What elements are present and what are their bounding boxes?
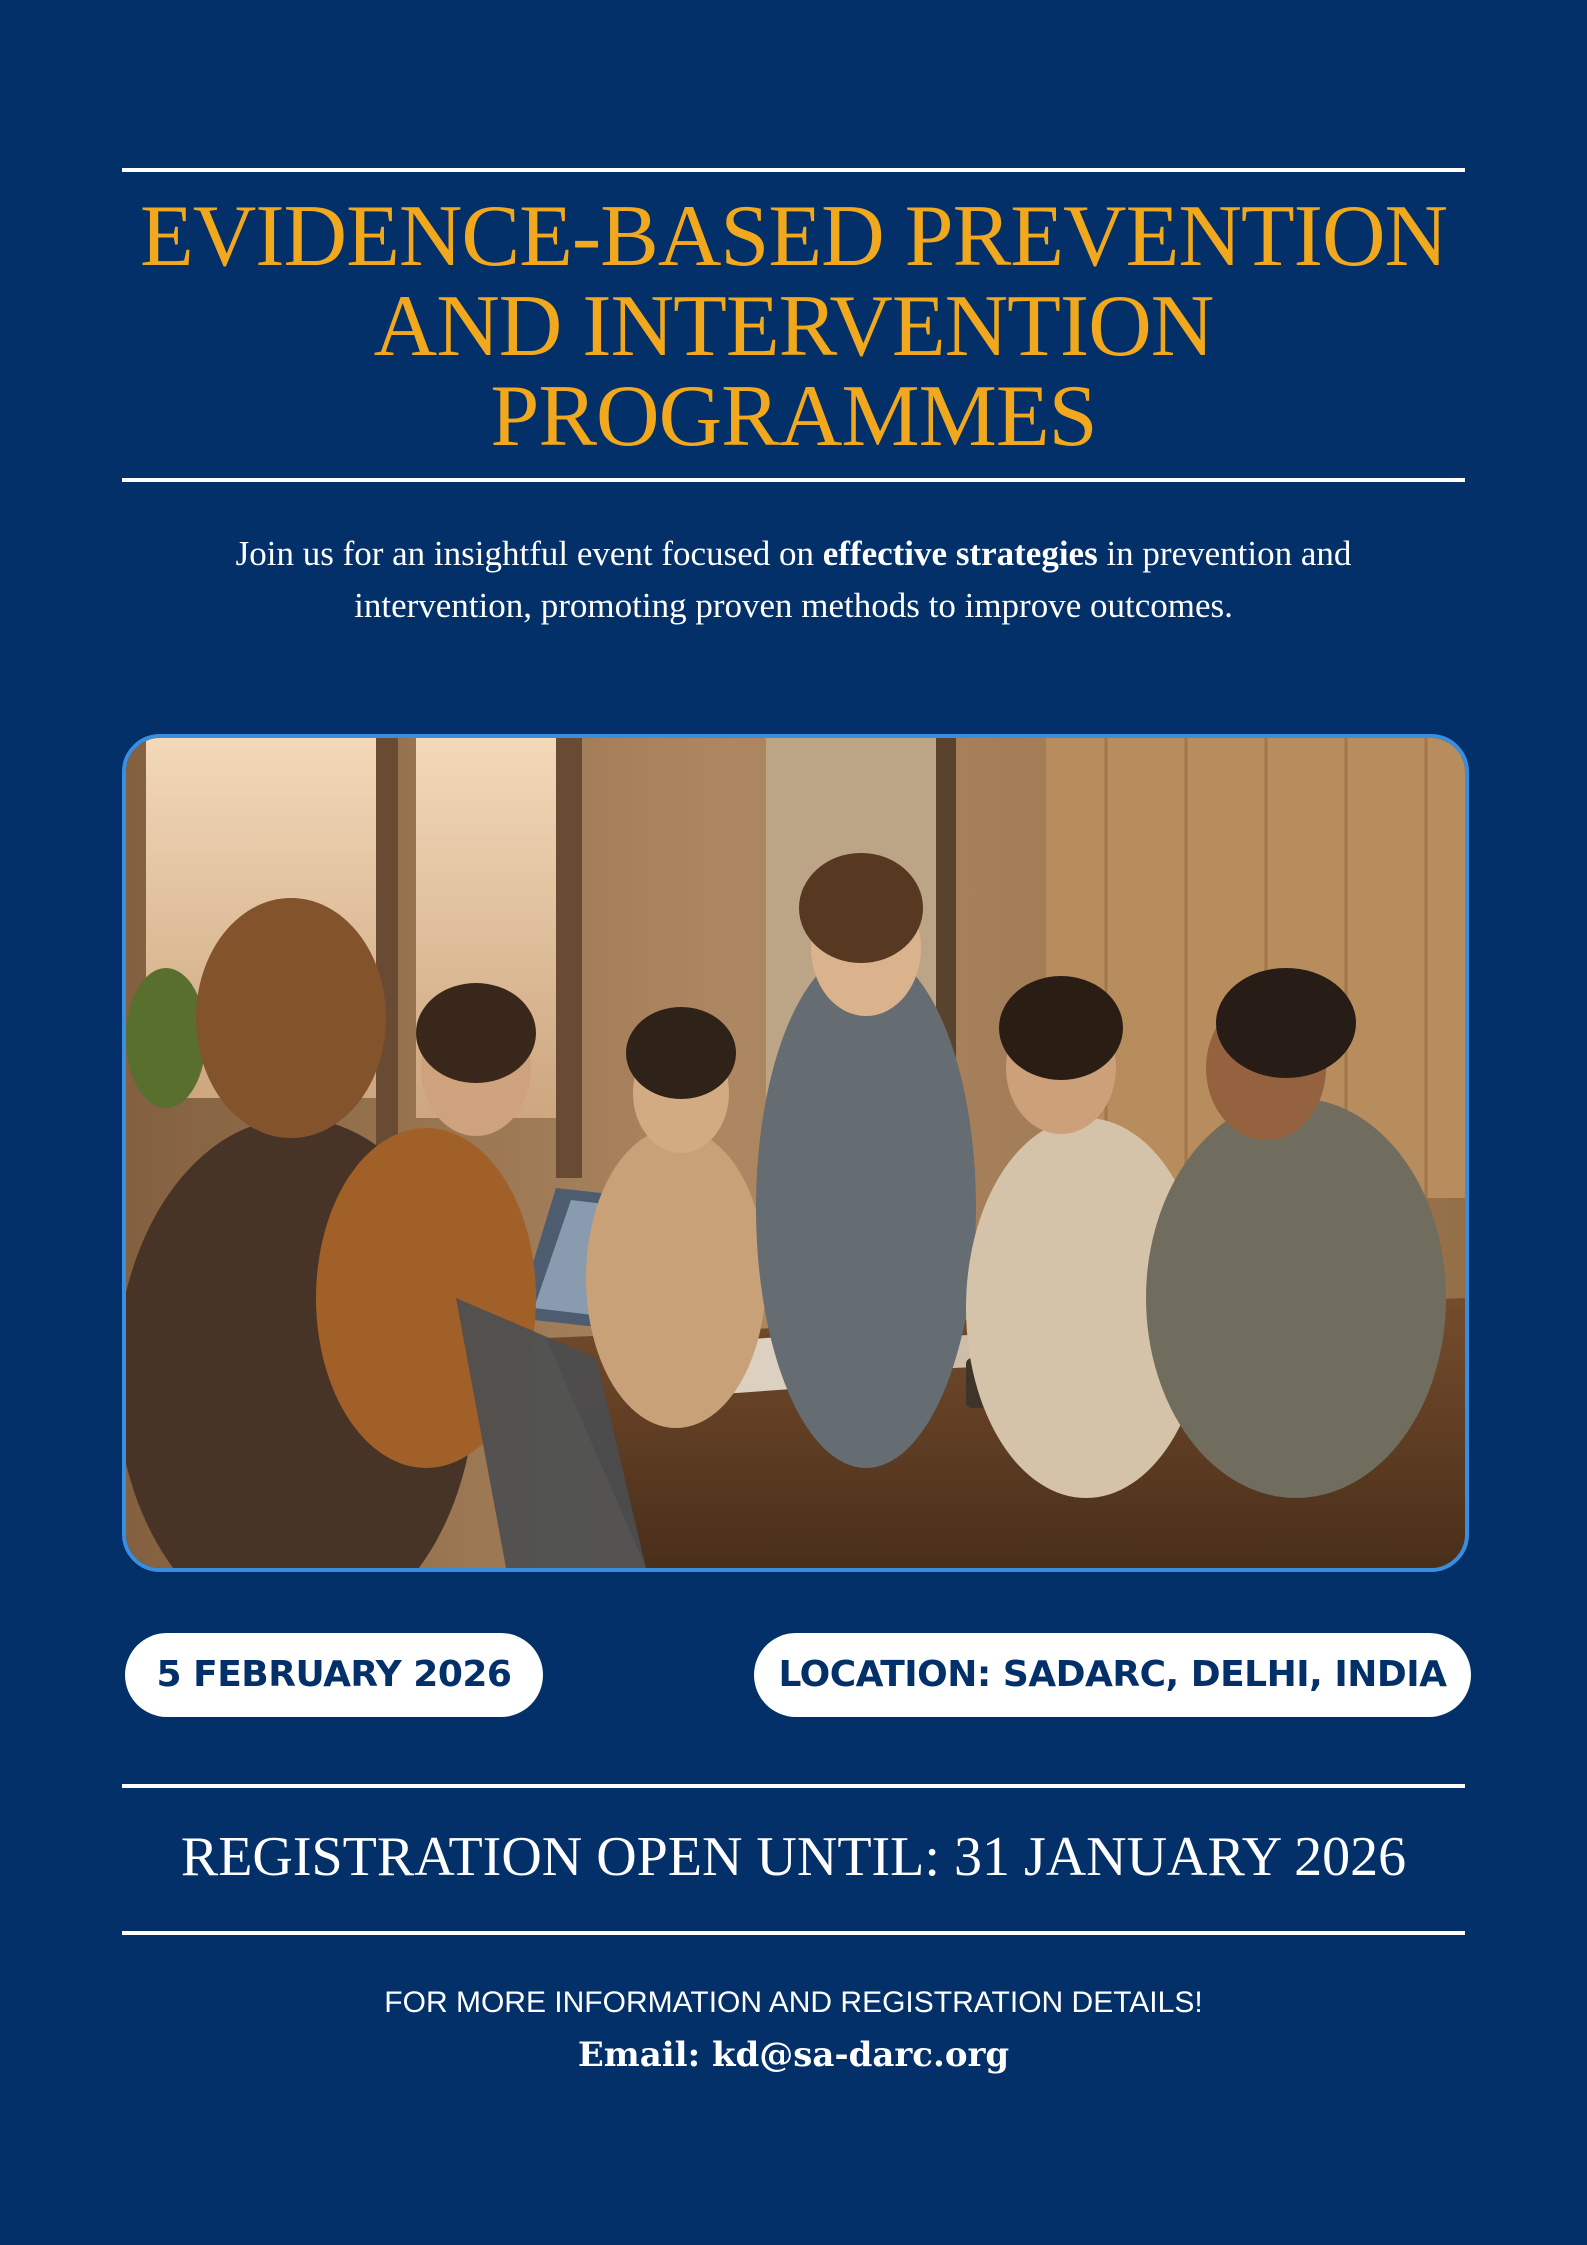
more-info-text: FOR MORE INFORMATION AND REGISTRATION DETAILS! <box>384 1986 1203 2019</box>
registration-bottom-divider <box>122 1931 1465 1935</box>
contact-email[interactable]: Email: kd@sa-darc.org <box>577 2035 1010 2075</box>
event-location-badge: LOCATION: SADARC, DELHI, INDIA <box>754 1633 1471 1717</box>
title-bottom-divider <box>122 478 1465 482</box>
meeting-photo <box>122 734 1469 1572</box>
registration-top-divider <box>122 1784 1465 1788</box>
intro-highlight: effective strategies <box>822 534 1098 573</box>
intro-text <box>200 528 1387 632</box>
meeting-photo-illustration <box>126 738 1465 1568</box>
event-date-badge: 5 FEBRUARY 2026 <box>125 1633 543 1717</box>
registration-deadline: REGISTRATION OPEN UNTIL: 31 JANUARY 2026 <box>180 1826 1407 1888</box>
intro-text-start: Join us for an insightful event focused on <box>235 534 823 573</box>
intro-text-end: in prevention and intervention, promoting proven methods to improve outcomes. <box>354 534 1352 625</box>
poster-title: EVIDENCE-BASED PREVENTION AND INTERVENTION PROGRAMMES <box>139 188 1448 465</box>
top-divider <box>122 168 1465 172</box>
